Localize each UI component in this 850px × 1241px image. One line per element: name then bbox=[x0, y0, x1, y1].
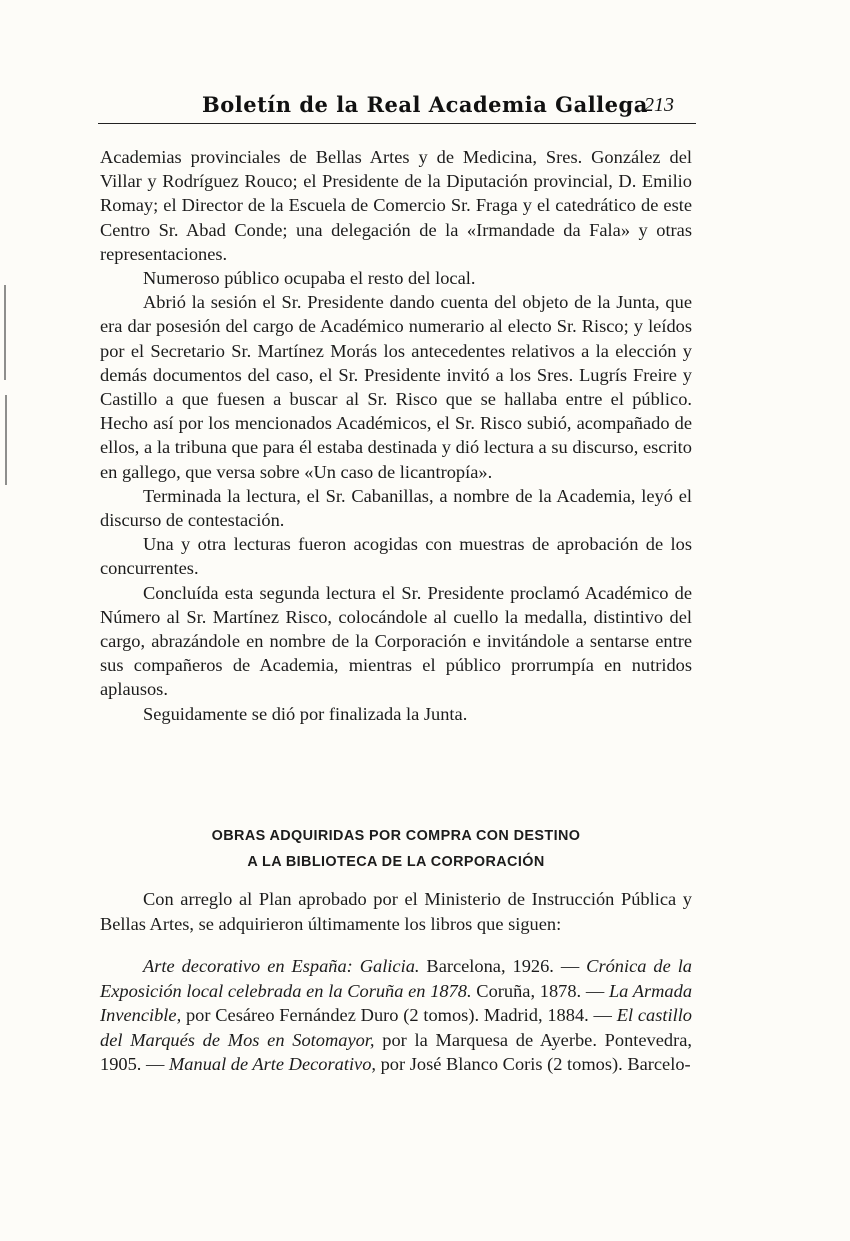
book-title: La Armada Invencible, bbox=[100, 980, 693, 1025]
paragraph-audience: Numeroso público ocupaba el resto del local. bbox=[143, 268, 476, 289]
page-number: 213 bbox=[644, 94, 674, 116]
header-divider bbox=[98, 123, 696, 124]
paragraph-opening: Abrió la sesión el Sr. Presidente dando cuenta del objeto de la Junta, que era dar posesión del cargo de Académico numerario al electo Sr. Risco; y leídos por el Secretario Sr. Martínez Morás los antecedentes relativos a la elección y demás documentos del caso, el Sr. Presidente invitó a los Sres. Lugrís Freire y Castillo a que fuesen a buscar al Sr. Risco que se hallaba entre el público. Hecho así por los mencionados Académicos, el Sr. Risco subió, acompañado de ellos, a la tribuna que para él estaba destinada y dió lectura a su discurso, escrito en gallego, que versa sobre «Un caso de licantropía». bbox=[100, 292, 692, 482]
paragraph-reception: Una y otra lecturas fueron acogidas con muestras de aprobación de los concurrentes. bbox=[100, 534, 692, 579]
book-title: Manual de Arte Decorativo, bbox=[168, 1054, 377, 1074]
book-details: por José Blanco Coris (2 tomos). Barcelo- bbox=[376, 1054, 691, 1074]
paragraph-reply-speech: Terminada la lectura, el Sr. Cabanillas, a nombre de la Academia, leyó el discurso de contestación. bbox=[100, 485, 692, 531]
acquisitions-intro: Con arreglo al Plan aprobado por el Ministerio de Instrucción Pública y Bellas Artes, se adquirieron últimamente los libros que siguen: bbox=[100, 889, 692, 934]
paragraph-closing: Seguidamente se dió por finalizada la Junta. bbox=[143, 703, 468, 724]
page-header bbox=[98, 92, 696, 124]
book-details: Barcelona, 1926. bbox=[419, 956, 554, 976]
book-details: por Cesáreo Fernández Duro (2 tomos). Madrid, 1884. bbox=[181, 1005, 589, 1025]
paragraph-attendees: Academias provinciales de Bellas Artes y de Medicina, Sres. González del Villar y Rodríguez Rouco; el Presidente de la Diputación provincial, D. Emilio Romay; el Director de la Escuela de Comercio Sr. Fraga y el catedrático de este Centro Sr. Abad Conde; una delegación de la «Irmandade da Fala» y otras representaciones. bbox=[100, 147, 692, 264]
list-separator: — bbox=[581, 980, 609, 1001]
journal-title: Boletín de la Real Academia Gallega bbox=[202, 92, 648, 117]
book-title: Arte decorativo en España: Galicia. bbox=[143, 956, 420, 976]
list-separator: — bbox=[553, 956, 587, 976]
book-list bbox=[100, 954, 692, 1077]
list-separator: — bbox=[588, 1005, 617, 1025]
list-separator: — bbox=[141, 1054, 169, 1074]
binding-edge-mark bbox=[4, 285, 6, 380]
section-heading bbox=[100, 823, 692, 875]
binding-edge-mark bbox=[5, 395, 7, 485]
book-details: Coruña, 1878. bbox=[471, 980, 582, 1001]
paragraph-proclamation: Concluída esta segunda lectura el Sr. Presidente proclamó Académico de Número al Sr. Martínez Risco, colocándole al cuello la medalla, distintivo del cargo, abrazándole en nombre de la Corporación e invitándole a sentarse entre sus compañeros de Academia, mientras el público prorrumpía en nutridos aplausos. bbox=[100, 582, 692, 700]
section-heading-line-2: A LA BIBLIOTECA DE LA CORPORACIÓN bbox=[247, 854, 545, 870]
report-body bbox=[100, 145, 692, 726]
acquisitions-section bbox=[100, 887, 692, 1077]
book-details: por la Marquesa de Ayerbe. Pontevedra, 1905. bbox=[100, 1029, 692, 1074]
book-title: El castillo del Marqués de Mos en Sotomayor, bbox=[100, 1005, 692, 1050]
section-heading-line-1: OBRAS ADQUIRIDAS POR COMPRA CON DESTINO bbox=[211, 828, 581, 844]
book-title: Crónica de la Exposición local celebrada en la Coruña en 1878. bbox=[100, 956, 692, 1001]
